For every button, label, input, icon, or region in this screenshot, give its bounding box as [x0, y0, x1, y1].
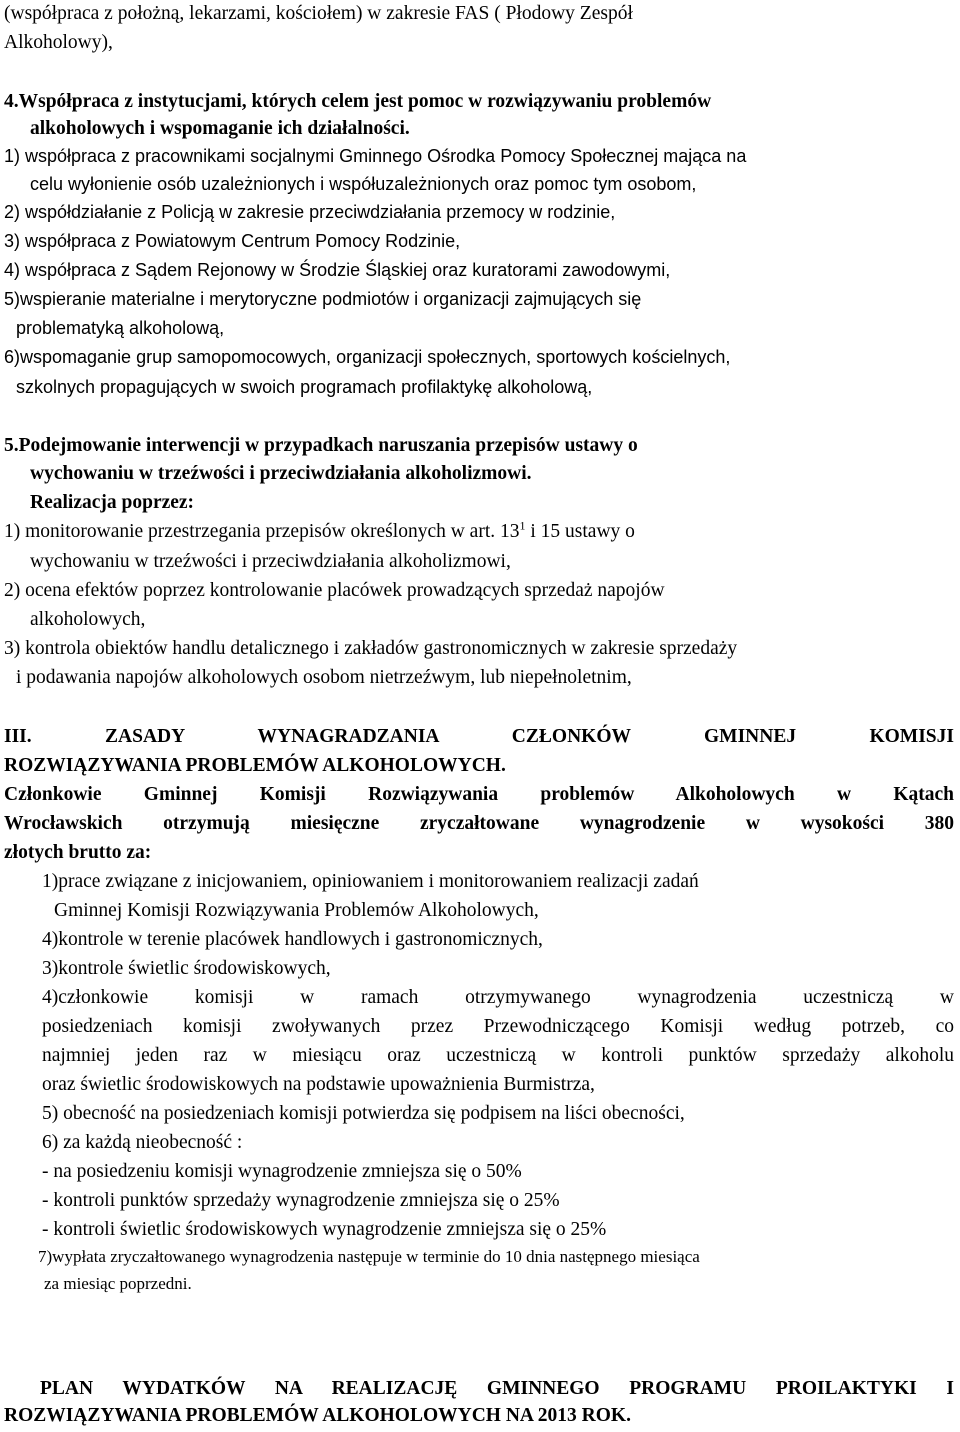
- list-item: za miesiąc poprzedni.: [44, 1274, 192, 1293]
- list-item: 5)wspieranie materialne i merytoryczne podmiotów i organizacji zajmujących się: [4, 289, 642, 309]
- paragraph-line: złotych brutto za:: [4, 842, 152, 863]
- list-item: 3) kontrola obiektów handlu detalicznego i zakładów gastronomicznych w zakresie sprzedaży: [4, 638, 738, 659]
- section-heading: 5.Podejmowanie interwencji w przypadkach naruszania przepisów ustawy o: [4, 435, 638, 456]
- list-item: i podawania napojów alkoholowych osobom nietrzeźwym, lub niepełnoletnim,: [16, 667, 632, 688]
- list-item: 3)kontrole świetlic środowiskowych,: [42, 958, 331, 979]
- list-item: problematyką alkoholową,: [16, 318, 225, 338]
- section-heading: PLAN WYDATKÓW NA REALIZACJĘ GMINNEGO PROGRAMU PROILAKTYKI I: [40, 1378, 954, 1399]
- section-heading: 4.Współpraca z instytucjami, których celem jest pomoc w rozwiązywaniu problemów: [4, 91, 712, 112]
- list-item: - kontroli świetlic środowiskowych wynagrodzenie zmniejsza się o 25%: [42, 1219, 607, 1240]
- paragraph-line: Wrocławskich otrzymują miesięczne zryczałtowane wynagrodzenie w wysokości 380: [4, 813, 954, 834]
- list-item: 6) za każdą nieobecność :: [42, 1132, 243, 1153]
- section-heading: ROZWIĄZYWANIA PROBLEMÓW ALKOHOLOWYCH.: [4, 755, 506, 776]
- section-heading: ROZWIĄZYWANIA PROBLEMÓW ALKOHOLOWYCH NA 2013 ROK.: [4, 1405, 631, 1426]
- paragraph-line: Członkowie Gminnej Komisji Rozwiązywania problemów Alkoholowych w Kątach: [4, 784, 954, 805]
- text-line: Alkoholowy),: [4, 32, 113, 53]
- list-item: 2) współdziałanie z Policją w zakresie przeciwdziałania przemocy w rodzinie,: [4, 202, 616, 222]
- list-item: 5) obecność na posiedzeniach komisji potwierdza się podpisem na liści obecności,: [42, 1103, 685, 1124]
- list-item: oraz świetlic środowiskowych na podstawie upoważnienia Burmistrza,: [42, 1074, 595, 1095]
- list-item: - kontroli punktów sprzedaży wynagrodzenie zmniejsza się o 25%: [42, 1190, 560, 1211]
- list-item: szkolnych propagujących w swoich programach profilaktykę alkoholową,: [16, 377, 593, 397]
- list-item: Gminnej Komisji Rozwiązywania Problemów Alkoholowych,: [54, 900, 539, 921]
- superscript: 1: [519, 518, 526, 533]
- list-item: najmniej jeden raz w miesiącu oraz uczestniczą w kontroli punktów sprzedaży alkoholu: [42, 1045, 954, 1066]
- list-item: 4)członkowie komisji w ramach otrzymywanego wynagrodzenia uczestniczą w: [42, 987, 954, 1008]
- section-heading: III. ZASADY WYNAGRADZANIA CZŁONKÓW GMINNEJ KOMISJI: [4, 726, 954, 747]
- list-item: 4) współpraca z Sądem Rejonowy w Środzie Śląskiej oraz kuratorami zawodowymi,: [4, 260, 671, 280]
- subheading: Realizacja poprzez:: [30, 492, 195, 513]
- list-item-text: 1) monitorowanie przestrzegania przepisów określonych w art. 13: [4, 521, 520, 542]
- list-item: posiedzeniach komisji zwoływanych przez Przewodniczącego Komisji według potrzeb, co: [42, 1016, 954, 1037]
- section-heading: wychowaniu w trzeźwości i przeciwdziałania alkoholizmowi.: [30, 463, 532, 484]
- list-item: wychowaniu w trzeźwości i przeciwdziałania alkoholizmowi,: [30, 551, 511, 572]
- list-item: - na posiedzeniu komisji wynagrodzenie zmniejsza się o 50%: [42, 1161, 522, 1182]
- list-item: 4)kontrole w terenie placówek handlowych i gastronomicznych,: [42, 929, 543, 950]
- list-item: 2) ocena efektów poprzez kontrolowanie placówek prowadzących sprzedaż napojów: [4, 580, 665, 601]
- section-heading: alkoholowych i wspomaganie ich działalności.: [30, 118, 410, 139]
- list-item: 6)wspomaganie grup samopomocowych, organizacji społecznych, sportowych kościelnych,: [4, 347, 731, 367]
- list-item: celu wyłonienie osób uzależnionych i współuzależnionych oraz pomoc tym osobom,: [30, 174, 697, 194]
- list-item: [4, 518, 635, 542]
- text-line: (współpraca z położną, lekarzami, kościołem) w zakresie FAS ( Płodowy Zespół: [4, 3, 633, 24]
- list-item: alkoholowych,: [30, 609, 146, 630]
- list-item: 1) współpraca z pracownikami socjalnymi Gminnego Ośrodka Pomocy Społecznej mająca na: [4, 146, 747, 166]
- list-item: 7)wypłata zryczałtowanego wynagrodzenia następuje w terminie do 10 dnia następnego miesiąca: [38, 1247, 700, 1266]
- list-item: 3) współpraca z Powiatowym Centrum Pomocy Rodzinie,: [4, 231, 461, 251]
- list-item: 1)prace związane z inicjowaniem, opiniowaniem i monitorowaniem realizacji zadań: [42, 871, 699, 892]
- list-item-text: i 15 ustawy o: [525, 521, 635, 542]
